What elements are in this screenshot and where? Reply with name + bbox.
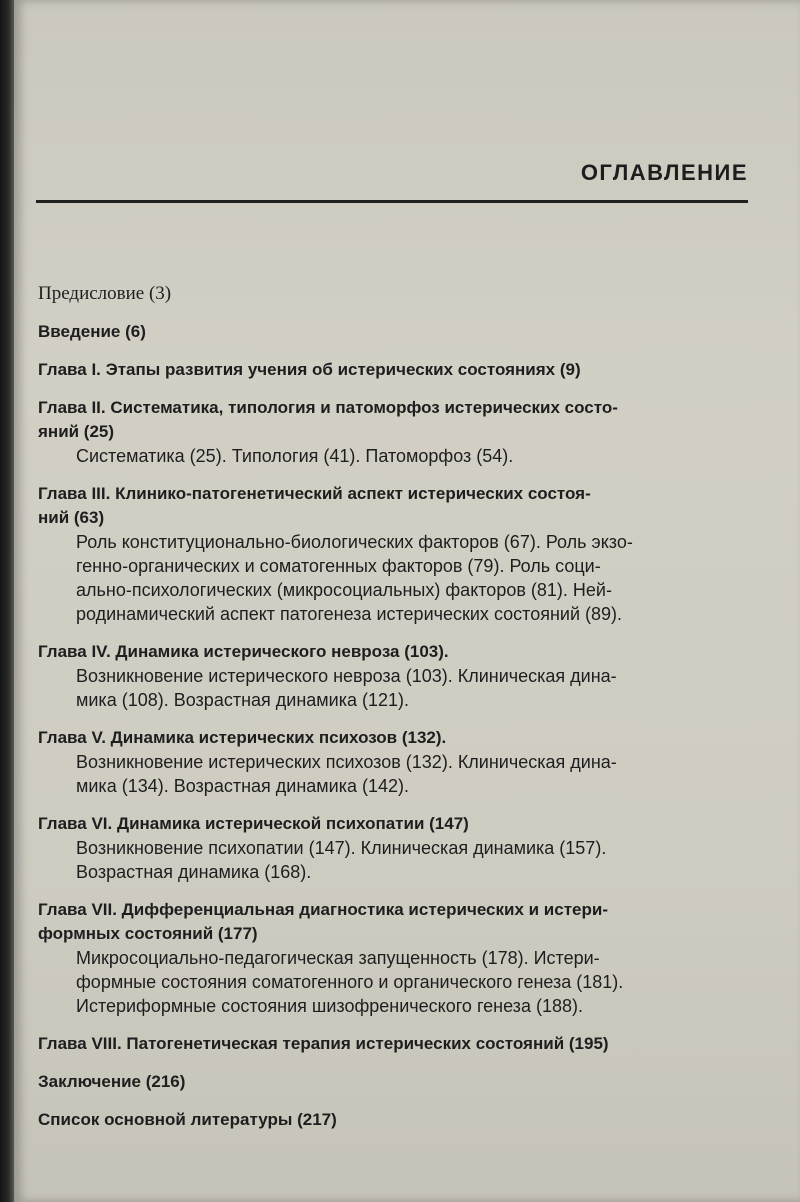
chapter-6-subsection-line-2: Возрастная динамика (168). <box>76 862 312 882</box>
chapter-7-title-line-2: формных состояний (177) <box>38 924 258 943</box>
toc-entry-chapter-6 <box>38 812 768 884</box>
toc-entry-introduction <box>38 320 768 344</box>
chapter-3-title-line-1: Глава III. Клинико-патогенетический аспект истерических состоя- <box>38 484 591 503</box>
chapter-3-subsection-line-4: родинамический аспект патогенеза истерических состояний (89). <box>76 604 623 624</box>
chapter-4-title-line-1: Глава IV. Динамика истерического невроза (103). <box>38 642 449 661</box>
toc-entry-introduction-text: Введение (6) <box>38 322 146 341</box>
toc-entry-chapter-1 <box>38 358 768 382</box>
chapter-2-title-line-1: Глава II. Систематика, типология и патоморфоз истерических состо- <box>38 398 618 417</box>
chapter-2-title-line-2: яний (25) <box>38 422 115 441</box>
toc-entry-chapter-8 <box>38 1032 768 1056</box>
chapter-5-title-line-1: Глава V. Динамика истерических психозов (132). <box>38 728 447 747</box>
toc-entry-references-text: Список основной литературы (217) <box>38 1110 337 1129</box>
page-heading: ОГЛАВЛЕНИЕ <box>580 160 748 185</box>
toc-entry-chapter-7 <box>38 898 768 1018</box>
toc-entry-chapter-2 <box>38 396 768 468</box>
toc-entry-preface-text: Предисловие (3) <box>38 283 172 304</box>
chapter-1-title: Глава I. Этапы развития учения об истерических состояниях (9) <box>38 360 581 379</box>
chapter-2-subsection-line-1: Систематика (25). Типология (41). Патоморфоз (54). <box>76 446 514 466</box>
chapter-3-title-line-2: ний (63) <box>38 508 105 527</box>
chapter-3-subsection-line-1: Роль конституционально-биологических факторов (67). Роль экзо- <box>76 532 633 552</box>
chapter-3-subsection-line-3: ально-психологических (микросоциальных) факторов (81). Ней- <box>76 580 612 600</box>
book-spine-shadow <box>0 0 14 1202</box>
toc-entry-chapter-5 <box>38 726 768 798</box>
chapter-8-title: Глава VIII. Патогенетическая терапия истерических состояний (195) <box>38 1034 609 1053</box>
toc-entry-conclusion-text: Заключение (216) <box>38 1072 186 1091</box>
chapter-5-subsection-line-1: Возникновение истерических психозов (132). Клиническая дина- <box>76 752 617 772</box>
chapter-4-subsection-line-2: мика (108). Возрастная динамика (121). <box>76 690 410 710</box>
chapter-6-subsection-line-1: Возникновение психопатии (147). Клиническая динамика (157). <box>76 838 607 858</box>
chapter-5-subsection-line-2: мика (134). Возрастная динамика (142). <box>76 776 410 796</box>
chapter-7-subsection-line-2: формные состояния соматогенного и органического генеза (181). <box>76 972 624 992</box>
toc-entry-conclusion <box>38 1070 768 1094</box>
chapter-6-title-line-1: Глава VI. Динамика истерической психопатии (147) <box>38 814 469 833</box>
chapter-4-subsection-line-1: Возникновение истерического невроза (103). Клиническая дина- <box>76 666 617 686</box>
toc-entry-preface <box>38 282 768 306</box>
chapter-7-title-line-1: Глава VII. Дифференциальная диагностика истерических и истери- <box>38 900 608 919</box>
chapter-7-subsection-line-3: Истериформные состояния шизофренического генеза (188). <box>76 996 583 1016</box>
book-page <box>14 0 800 1202</box>
chapter-3-subsection-line-2: генно-органических и соматогенных факторов (79). Роль соци- <box>76 556 601 576</box>
toc-entry-chapter-4 <box>38 640 768 712</box>
toc-entry-chapter-3 <box>38 482 768 626</box>
heading-rule <box>36 200 748 203</box>
toc-entry-references <box>38 1108 768 1132</box>
table-of-contents <box>38 282 768 1132</box>
chapter-7-subsection-line-1: Микросоциально-педагогическая запущенность (178). Истери- <box>76 948 600 968</box>
